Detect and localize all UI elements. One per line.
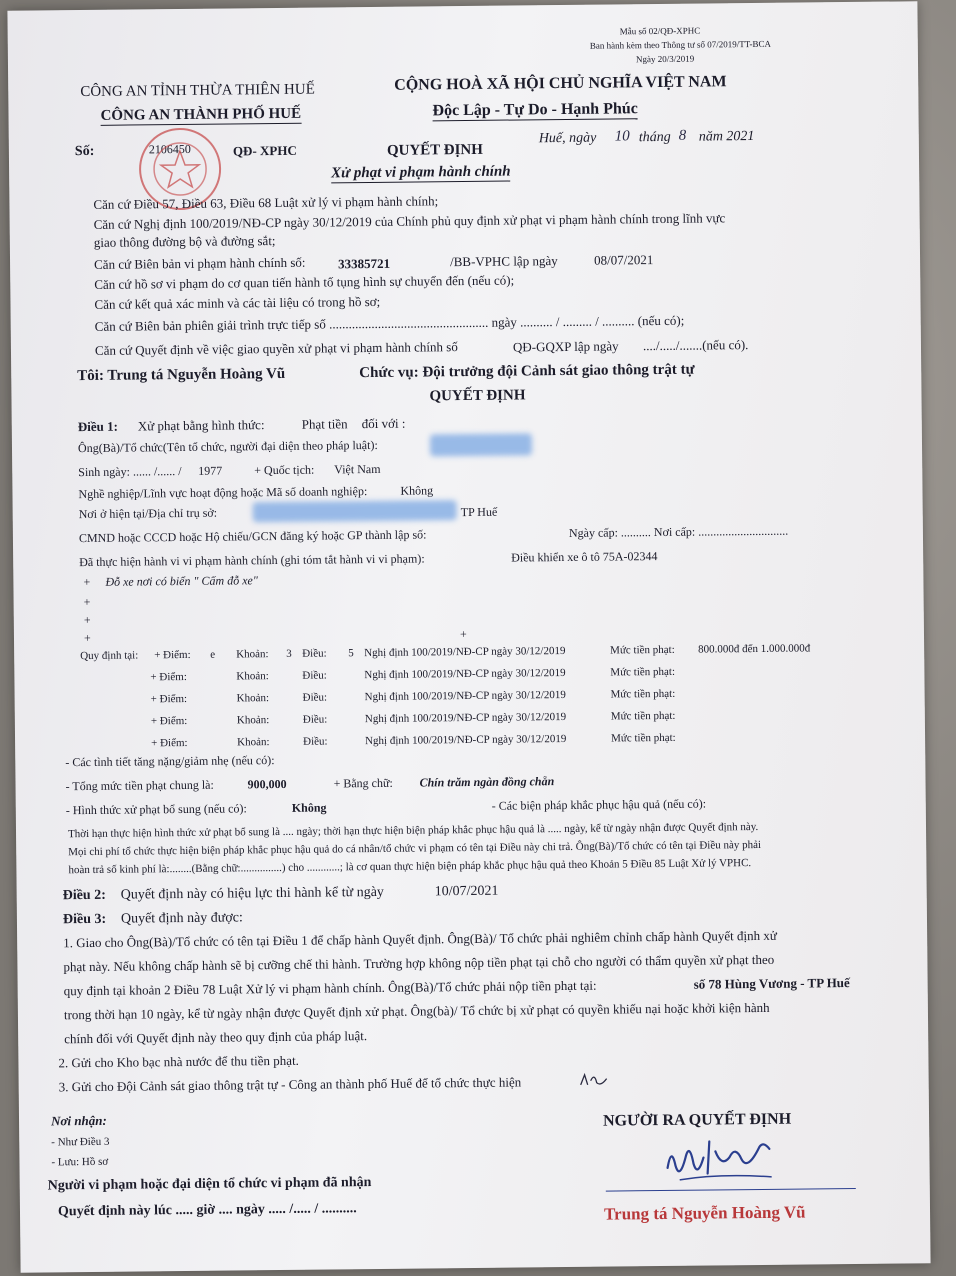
- regulation-dieu: Điều:: [302, 691, 328, 704]
- basis-2b: giao thông đường bộ và đường sắt;: [93, 233, 276, 250]
- issuer-label: NGƯỜI RA QUYẾT ĐỊNH: [602, 1110, 792, 1130]
- remedy-label: - Các biện pháp khắc phục hậu quả (nếu có):: [491, 796, 707, 813]
- article2-text: Quyết định này có hiệu lực thi hành kể từ ngày: [120, 884, 384, 903]
- regulation-dieu: Điều:: [302, 647, 327, 660]
- signer-name: Tôi: Trung tá Nguyễn Hoàng Vũ: [77, 365, 286, 385]
- regulation-diem-v: e: [210, 648, 216, 661]
- regulation-dieu-v: 5: [348, 647, 354, 660]
- initials-mark: [579, 1071, 609, 1089]
- regulation-fine-label: Mức tiền phạt:: [610, 687, 676, 701]
- penalty-form: Phạt tiền: [301, 416, 348, 432]
- month-label: tháng: [638, 129, 671, 146]
- article3-p3: 3. Gửi cho Đội Cảnh sát giao thông trật tự - Công an thành phố Huế để tổ chức thực hiện: [58, 1074, 522, 1095]
- agency-province: CÔNG AN TỈNH THỪA THIÊN HUẾ: [80, 81, 315, 101]
- effective-date: 10/07/2021: [434, 883, 499, 900]
- violation-label: Đã thực hiện hành vi vi phạm hành chính (ghi tóm tắt hành vi vi phạm):: [79, 551, 425, 570]
- regulation-diem: + Điểm:: [151, 736, 188, 750]
- regulation-diem: + Điểm:: [150, 670, 187, 684]
- dob-label: Sinh ngày: ...... /...... /: [78, 464, 182, 480]
- article3-p2: 2. Gửi cho Kho bạc nhà nước để thu tiền phạt.: [58, 1052, 299, 1071]
- decision-number-label: Số:: [74, 143, 95, 160]
- address-label: Nơi ở hiện tại/Địa chỉ trụ sở:: [78, 505, 218, 522]
- recipients-label: Nơi nhận:: [50, 1112, 107, 1129]
- article3-label: Điều 3:: [62, 911, 107, 928]
- regulation-diem: + Điểm:: [154, 648, 191, 662]
- basis-6: Căn cứ Biên bản phiên giải trình trực tiếp số ................................................. ngày .......... / ......... / .......... (nếu có);: [94, 312, 685, 334]
- article1-label: Điều 1:: [77, 418, 118, 435]
- regulation-dieu: Điều:: [303, 735, 328, 748]
- note-2: Mọi chi phí tổ chức thực hiện biện pháp khắc phục hậu quả do cá nhân/tổ chức vi phạm có tên tại Điều này chi trả. Ông(Bà)/Tổ chức có tên tại Điều này phải: [68, 838, 762, 859]
- regulation-decree: Nghị định 100/2019/NĐ-CP ngày 30/12/2019: [364, 710, 567, 726]
- amount-in-words: Chín trăm ngàn đồng chẵn: [419, 774, 555, 790]
- address-tail: TP Huế: [460, 504, 498, 520]
- regulation-khoan: Khoản:: [236, 692, 270, 705]
- toward-label: đối với :: [361, 415, 406, 432]
- received-line-2: Quyết định này lúc ..... giờ .... ngày ..... /..... / ..........: [57, 1201, 357, 1220]
- violation-summary: Điều khiển xe ô tô 75A-02344: [511, 549, 658, 565]
- form-number: Mẫu số 02/QĐ-XPHC: [619, 25, 701, 37]
- signature-line: [606, 1188, 856, 1192]
- received-line-1: Người vi phạm hoặc đại diện tổ chức vi phạm đã nhận: [47, 1175, 372, 1194]
- circumstances-label: - Các tình tiết tăng nặng/giảm nhẹ (nếu có):: [65, 753, 275, 770]
- national-motto: Độc Lập - Tự Do - Hạnh Phúc: [432, 100, 638, 122]
- form-date: Ngày 20/3/2019: [635, 53, 695, 65]
- recipient-1: - Như Điều 3: [51, 1135, 110, 1149]
- issue-month: 8: [678, 127, 687, 144]
- regulation-fine: 800.000đ đến 1.000.000đ: [698, 642, 811, 656]
- job-value: Không: [400, 483, 434, 498]
- regulation-dieu: Điều:: [302, 669, 327, 682]
- person-label: Ông(Bà)/Tổ chức(Tên tổ chức, người đại diện theo pháp luật):: [77, 437, 378, 456]
- basis-1: Căn cứ Điều 57, Điều 63, Điều 68 Luật xử lý vi phạm hành chính;: [93, 193, 439, 212]
- basis-7: Căn cứ Quyết định về việc giao quyền xử phạt vi phạm hành chính số: [94, 339, 458, 358]
- regulation-decree: Nghị định 100/2019/NĐ-CP ngày 30/12/2019: [365, 732, 567, 748]
- dob-year: 1977: [198, 463, 223, 478]
- document-subtitle: Xử phạt vi phạm hành chính: [331, 164, 511, 184]
- note-3: hoàn trả số kinh phí là:........(Bằng chữ:...............) cho ............; là cơ quan thực hiện biện pháp khắc phục hậu quả theo Khoản 5 Điều 85 Luật Xử lý VPHC.: [68, 857, 752, 877]
- plus-5: +: [459, 627, 467, 642]
- plus-2: +: [83, 594, 91, 610]
- issuer-name: Trung tá Nguyễn Hoàng Vũ: [603, 1202, 806, 1224]
- violation-act: Đỗ xe nơi có biển " Cấm đỗ xe": [105, 573, 258, 589]
- decision-number-suffix: QĐ- XPHC: [232, 142, 297, 159]
- basis-3: Căn cứ Biên bản vi phạm hành chính số:: [93, 254, 306, 272]
- regulation-diem: + Điểm:: [150, 692, 188, 706]
- regulation-decree: Nghị định 100/2019/NĐ-CP ngày 30/12/2019: [364, 644, 566, 660]
- extra-penalty: Không: [291, 800, 327, 815]
- regulation-fine-label: Mức tiền phạt:: [610, 665, 676, 679]
- document-title: QUYẾT ĐỊNH: [386, 141, 483, 159]
- record-suffix: /BB-VPHC lập ngày: [449, 253, 558, 270]
- regulation-fine-label: Mức tiền phạt:: [610, 643, 675, 657]
- signer-position: Chức vụ: Đội trưởng đội Cảnh sát giao thông trật tự: [359, 361, 695, 382]
- regulation-fine-label: Mức tiền phạt:: [610, 709, 676, 723]
- place-date-label: Huế, ngày: [538, 130, 597, 147]
- record-date: 08/07/2021: [593, 252, 654, 268]
- gqxp-label: QĐ-GQXP lập ngày: [512, 338, 619, 355]
- regulation-khoan-v: 3: [286, 647, 292, 660]
- basis-4: Căn cứ hồ sơ vi phạm do cơ quan tiến hành tố tụng hình sự chuyển đến (nếu có);: [94, 272, 515, 292]
- document-page: [7, 1, 930, 1272]
- article3-text: Quyết định này được:: [120, 910, 243, 927]
- redacted-name: [430, 433, 532, 456]
- article3-p1-5: chính đối với Quyết định này theo quy định của pháp luật.: [64, 1028, 368, 1047]
- redacted-address: [253, 500, 457, 522]
- article2-label: Điều 2:: [62, 887, 106, 904]
- issue-year: năm 2021: [698, 128, 755, 145]
- issue-info: Ngày cấp: .......... Nơi cấp: ..............................: [568, 523, 789, 540]
- total-amount: 900,000: [247, 776, 287, 792]
- regulation-fine-label: Mức tiền phạt:: [611, 731, 676, 745]
- words-label: + Bằng chữ:: [333, 775, 393, 791]
- plus-3: +: [83, 612, 91, 628]
- signature: [659, 1127, 780, 1188]
- form-attached: Ban hành kèm theo Thông tư số 07/2019/TT-BCA: [589, 38, 771, 51]
- regulation-khoan: Khoản:: [236, 670, 269, 683]
- plus-4: +: [83, 630, 91, 646]
- extra-penalty-label: - Hình thức xử phạt bổ sung (nếu có):: [65, 801, 247, 818]
- basis-2: Căn cứ Nghị định 100/2019/NĐ-CP ngày 30/12/2019 của Chính phủ quy định xử phạt vi phạm hành chính trong lĩnh vực: [93, 210, 726, 232]
- article3-p1-2: phạt này. Nếu không chấp hành sẽ bị cưỡng chế thi hành. Trường hợp không nộp tiền phạt tại chỗ cho người có thẩm quyền xử phạt theo: [63, 951, 775, 975]
- basis-5: Căn cứ kết quả xác minh và các tài liệu có trong hồ sơ;: [94, 293, 381, 312]
- payment-place: số 78 Hùng Vương - TP Huế: [693, 975, 850, 992]
- nation-name: CỘNG HOÀ XÃ HỘI CHỦ NGHĨA VIỆT NAM: [394, 73, 727, 94]
- nationality-label: + Quốc tịch:: [254, 462, 315, 478]
- article3-p1-3: quy định tại khoản 2 Điều 78 Luật Xử lý vi phạm hành chính. Ông(Bà)/Tổ chức phải nộp tiền phạt tại:: [63, 977, 597, 999]
- regulation-decree: Nghị định 100/2019/NĐ-CP ngày 30/12/2019: [364, 666, 566, 682]
- agency-city: CÔNG AN THÀNH PHỐ HUẾ: [100, 106, 301, 126]
- total-label: - Tổng mức tiền phạt chung là:: [65, 777, 214, 794]
- nationality: Việt Nam: [334, 461, 381, 477]
- regulation-diem: + Điểm:: [150, 714, 188, 728]
- regulation-khoan: Khoản:: [237, 736, 270, 749]
- article3-p1-4: trong thời hạn 10 ngày, kể từ ngày nhận được Quyết định xử phạt. Ông(bà)/ Tổ chức bị xử phạt có quyền khiếu nại hoặc khởi kiện hành: [63, 999, 770, 1023]
- regulation-khoan: Khoản:: [236, 714, 270, 727]
- regulation-khoan: Khoản:: [236, 648, 269, 661]
- regulation-label: Quy định tại:: [80, 649, 139, 663]
- gqxp-date: ..../...../.......(nếu có).: [642, 337, 749, 354]
- decide-heading: QUYẾT ĐỊNH: [429, 387, 526, 405]
- regulation-dieu: Điều:: [302, 713, 328, 726]
- record-number: 33385721: [338, 255, 391, 272]
- id-label: CMND hoặc CCCD hoặc Hộ chiếu/GCN đăng ký hoặc GP thành lập số:: [78, 527, 427, 546]
- penalty-form-label: Xử phạt bằng hình thức:: [137, 417, 265, 434]
- regulation-decree: Nghị định 100/2019/NĐ-CP ngày 30/12/2019: [364, 688, 566, 704]
- recipient-2: - Lưu: Hồ sơ: [51, 1155, 109, 1169]
- plus-1: +: [83, 574, 91, 590]
- note-1: Thời hạn thực hiện hình thức xử phạt bổ sung là .... ngày; thời hạn thực hiện biện pháp khắc phục hậu quả là ..... ngày, kể từ ngày nhận được Quyết định này.: [67, 820, 759, 841]
- job-label: Nghề nghiệp/Lĩnh vực hoạt động hoặc Mã số doanh nghiệp:: [78, 484, 368, 502]
- decision-number: 2106450: [148, 141, 191, 157]
- article3-p1-1: 1. Giao cho Ông(Bà)/Tổ chức có tên tại Điều 1 để chấp hành Quyết định. Ông(Bà)/ Tổ chức phải nghiêm chỉnh chấp hành Quyết định xử: [63, 927, 777, 951]
- issue-day: 10: [614, 128, 630, 145]
